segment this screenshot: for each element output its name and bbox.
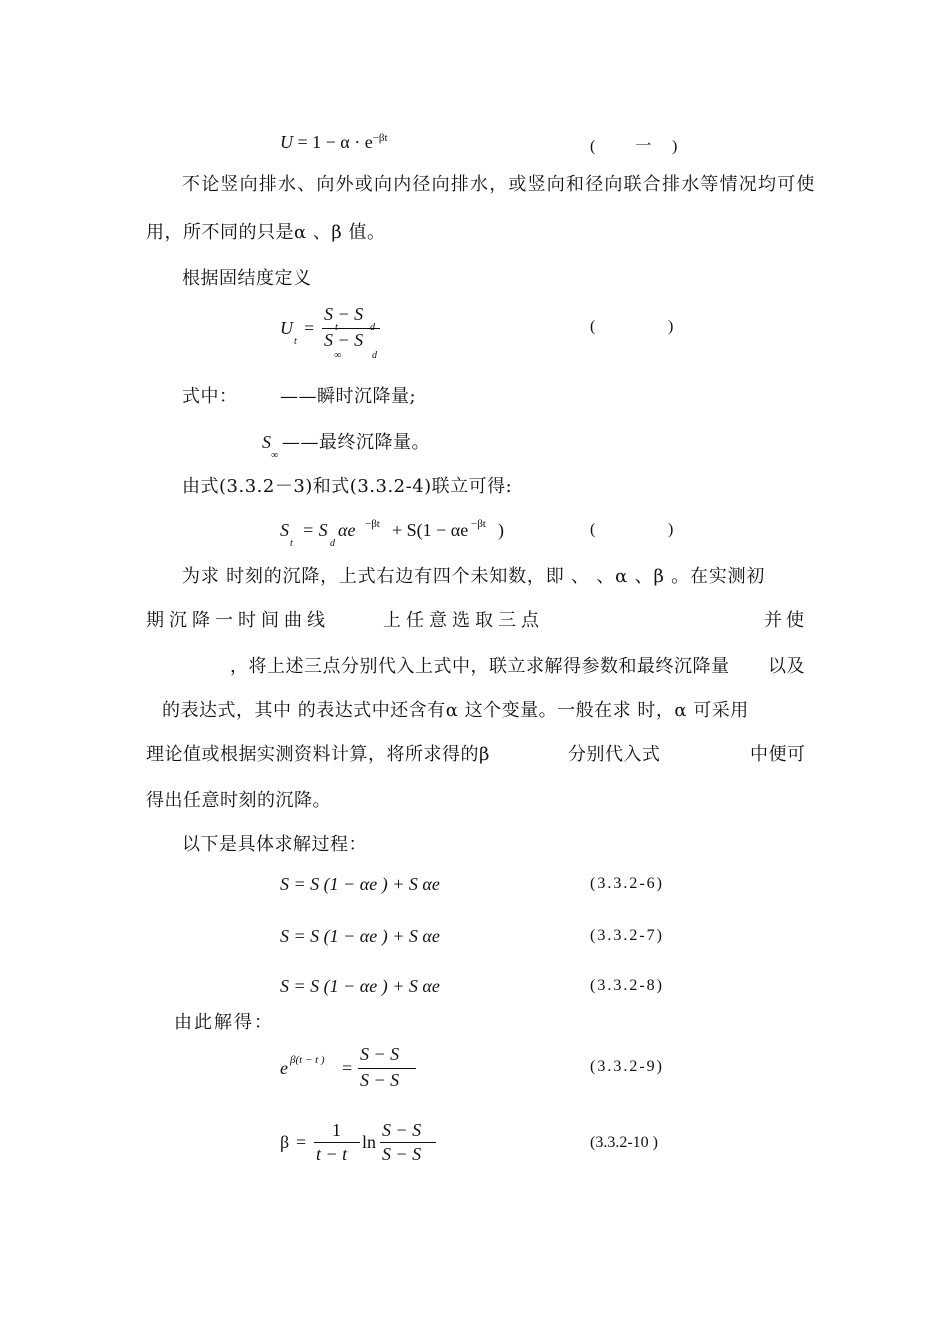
para4-line6: 得出任意时刻的沉降。	[146, 790, 331, 811]
eq3-rhs3: + S(1 − αe	[392, 520, 469, 540]
eq2-den-sub1: ∞	[334, 350, 342, 361]
eq2-num: S − S	[324, 304, 364, 324]
para4-line3a: ，将上述三点分别代入上式中，联立求解得参数和最终沉降量	[230, 656, 730, 677]
para4-line2c: 并使	[764, 610, 808, 631]
eq9-fraction-bar	[358, 1068, 416, 1069]
where-label: 式中：	[182, 386, 238, 407]
para4-line1: 为求 时刻的沉降，上式右边有四个未知数，即 、 、α 、β 。在实测初	[182, 566, 766, 587]
where-item1: ——瞬时沉降量;	[280, 386, 417, 407]
eq1-exp: −βt	[372, 132, 388, 144]
eq2-number-close: )	[668, 318, 676, 335]
where-item2-sub: ∞	[271, 450, 279, 461]
eq10-number: (3.3.2-10 )	[590, 1134, 658, 1151]
eq10-fraction-bar-1	[314, 1142, 360, 1143]
eq3-rhs1: = S	[302, 520, 328, 540]
eq3-exp1: −βt	[365, 518, 380, 530]
eq1-number-open: (	[590, 138, 598, 155]
eq10-num: 1	[332, 1120, 341, 1140]
eq9-lhs: e	[280, 1058, 288, 1078]
eq9-lhs-exp: β(t − t )	[290, 1054, 325, 1066]
para3-text: 由式(3.3.2－3)和式(3.3.2-4)联立可得:	[182, 476, 513, 497]
eq2-lhs-sub: t	[294, 336, 297, 347]
eq3-lhs-sub: t	[290, 538, 293, 549]
eq2-den-sub2: d	[372, 350, 377, 361]
eq3-exp2: −βt	[471, 518, 486, 530]
equation-1	[280, 132, 388, 153]
eq2-lhs: U	[280, 318, 293, 338]
equation-3	[280, 520, 520, 554]
eq10-lhs: β	[280, 1132, 290, 1152]
eq3-number-open: (	[590, 521, 598, 538]
equation-6: S = S (1 − αe ) + S αe	[280, 874, 440, 894]
equation-2	[280, 300, 400, 370]
eq6-number: (3.3.2-6)	[590, 875, 664, 892]
where-item2-symbol: S	[262, 432, 271, 452]
para4-line2b: 上任意选取三点	[383, 610, 544, 631]
eq10-fraction-bar-2	[380, 1142, 436, 1143]
equation-7: S = S (1 − αe ) + S αe	[280, 926, 440, 946]
eq9-eq: =	[342, 1058, 353, 1078]
para4-line4: 的表达式，其中 的表达式中还含有α 这个变量。一般在求 时，α 可采用	[162, 700, 749, 721]
eq9-number: (3.3.2-9)	[590, 1058, 664, 1075]
eq10-eq: =	[296, 1132, 307, 1152]
eq3-rhs4: )	[498, 520, 504, 540]
eq10-den: t − t	[316, 1144, 348, 1164]
para4-line5b: 分别代入式	[568, 744, 661, 765]
equation-8: S = S (1 − αe ) + S αe	[280, 976, 440, 996]
eq3-rhs1-sub: d	[330, 538, 335, 549]
para4-line5c: 中便可	[750, 744, 806, 765]
para4-line2a: 期沉降一时间曲线	[146, 610, 330, 631]
eq2-number-open: (	[590, 318, 598, 335]
eq3-number	[590, 521, 675, 539]
eq2-number	[590, 318, 675, 336]
eq3-rhs2: αe	[338, 520, 356, 540]
eq1-rhs: = 1 − α · e	[297, 132, 373, 152]
eq2-fraction-bar	[322, 328, 380, 329]
eq2-eq: =	[304, 318, 315, 338]
where-item2: ——最终沉降量。	[282, 432, 430, 453]
eq9-num: S − S	[360, 1044, 400, 1064]
eq1-number-close: )	[672, 138, 680, 155]
para4-line5a: 理论值或根据实测资料计算，将所求得的β	[146, 744, 490, 765]
eq10-den2: S − S	[382, 1144, 422, 1164]
para2-text: 根据固结度定义	[182, 268, 312, 289]
eq9-den: S − S	[360, 1070, 400, 1090]
para4-line3b: 以及	[768, 656, 805, 677]
eq8-number: (3.3.2-8)	[590, 977, 664, 994]
eq3-number-close: )	[668, 521, 676, 538]
eq10-num2: S − S	[382, 1120, 422, 1140]
equation-9	[280, 1042, 430, 1106]
eq3-lhs: S	[280, 520, 289, 540]
eq10-ln: ln	[362, 1132, 377, 1152]
eq7-number: (3.3.2-7)	[590, 927, 664, 944]
equation-10	[280, 1118, 450, 1182]
para6-text: 由此解得：	[174, 1012, 274, 1033]
para1-line2: 用，所不同的只是α 、β 值。	[146, 222, 386, 243]
eq1-number-mid: 一	[635, 138, 654, 155]
eq1-lhs: U	[280, 132, 293, 152]
para5-text: 以下是具体求解过程：	[182, 834, 367, 855]
para1-line1: 不论竖向排水、向外或向内径向排水，或竖向和径向联合排水等情况均可使	[182, 174, 816, 195]
eq1-number	[590, 133, 679, 156]
eq2-den: S − S	[324, 330, 364, 350]
